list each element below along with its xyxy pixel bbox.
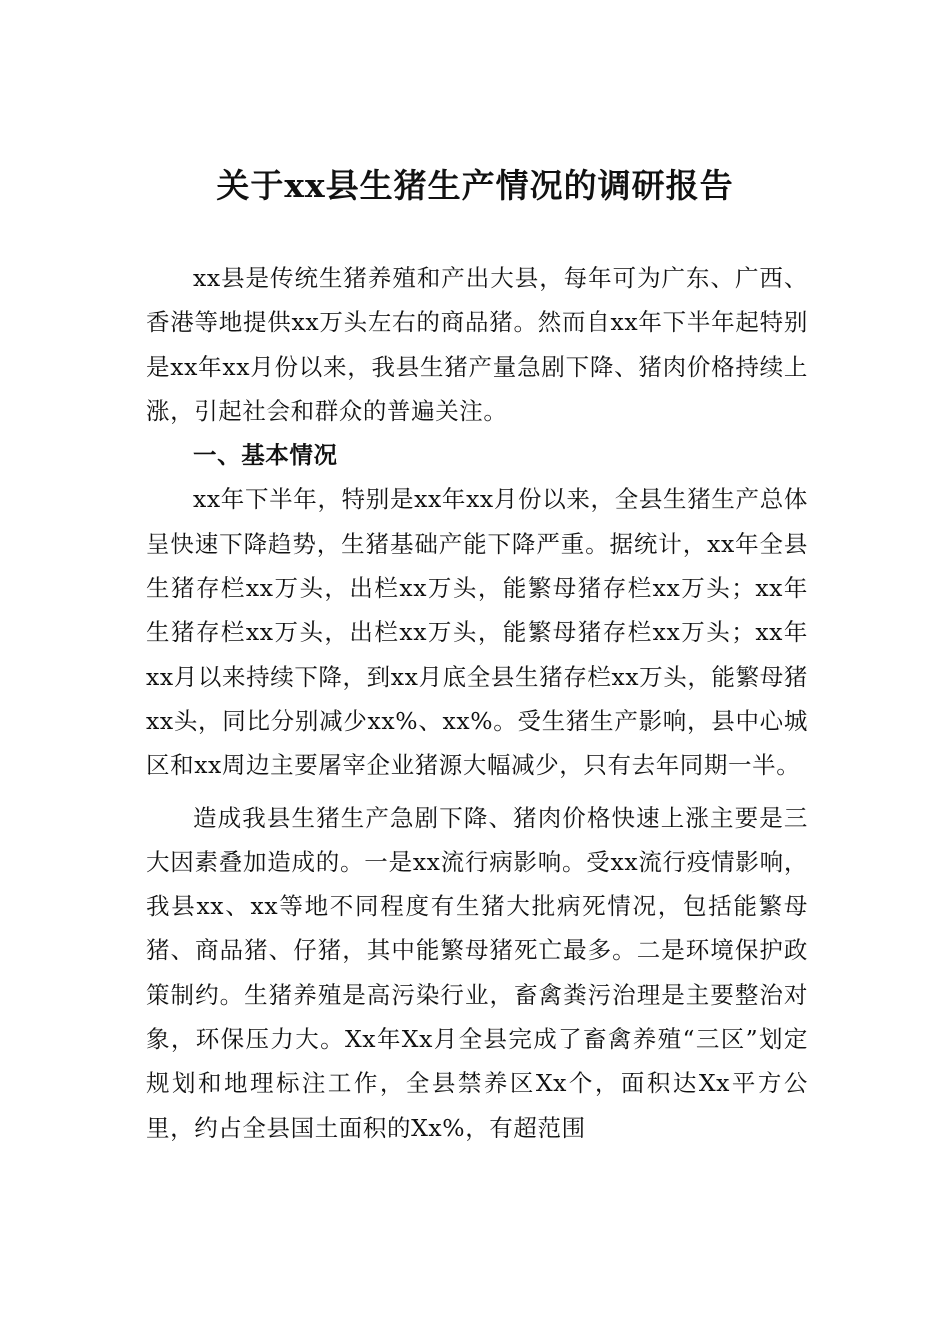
- section-heading-basic-situation: 一、基本情况: [193, 441, 338, 470]
- causes-paragraph: 造成我县生猪生产急剧下降、猪肉价格快速上涨主要是三大因素叠加造成的。一是xx流行病影响。受xx流行疫情影响，我县xx、xx等地不同程度有生猪大批病死情况，包括能繁母猪、商品猪、仔猪，其中能繁母猪死亡最多。二是环境保护政策制约。生猪养殖是高污染行业，畜禽粪污治理是主要整治对象，环保压力大。Xx年Xx月全县完成了畜禽养殖“三区”划定规划和地理标注工作，全县禁养区Xx个，面积达Xx平方公里，约占全县国土面积的Xx%，有超范围: [146, 803, 808, 1142]
- document-title: 关于xx县生猪生产情况的调研报告: [216, 166, 734, 205]
- intro-paragraph: xx县是传统生猪养殖和产出大县，每年可为广东、广西、香港等地提供xx万头左右的商品猪。然而自xx年下半年起特别是xx年xx月份以来，我县生猪产量急剧下降、猪肉价格持续上涨，引起社会和群众的普遍关注。: [146, 264, 808, 425]
- statistics-paragraph: xx年下半年，特别是xx年xx月份以来，全县生猪生产总体呈快速下降趋势，生猪基础产能下降严重。据统计，xx年全县生猪存栏xx万头，出栏xx万头，能繁母猪存栏xx万头；xx年生猪存栏xx万头，出栏xx万头，能繁母猪存栏xx万头；xx年xx月以来持续下降，到xx月底全县生猪存栏xx万头，能繁母猪xx头，同比分别减少xx%、xx%。受生猪生产影响，县中心城区和xx周边主要屠宰企业猪源大幅减少，只有去年同期一半。: [146, 485, 808, 780]
- document-body: [146, 256, 808, 1150]
